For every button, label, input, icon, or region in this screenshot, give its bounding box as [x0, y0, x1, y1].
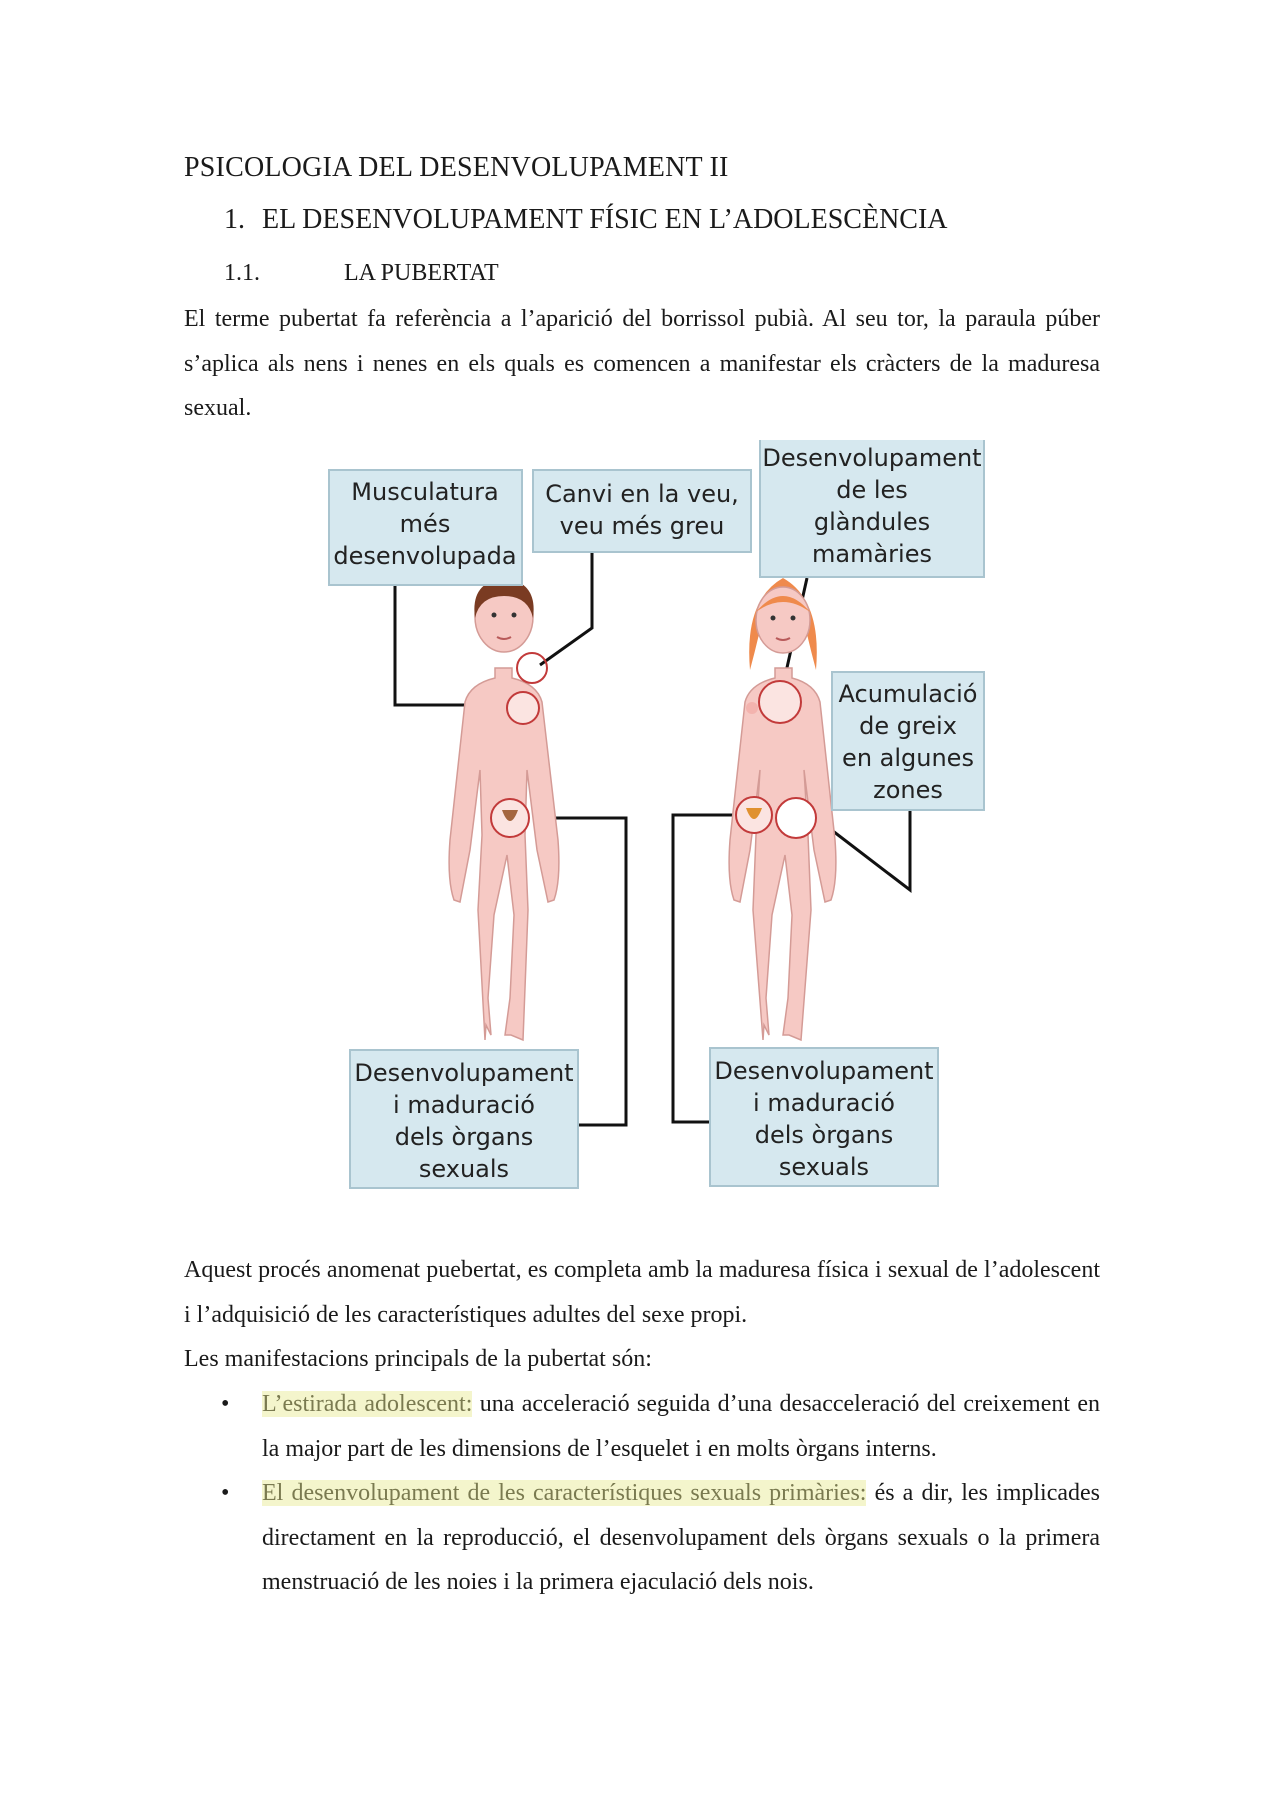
puberty-diagram: [320, 440, 1000, 1190]
label-glandules-line: de les: [836, 476, 908, 504]
label-organs-girl-line: Desenvolupament: [714, 1057, 934, 1085]
label-veu: [533, 470, 751, 552]
boy-figure: [449, 578, 559, 1040]
boy-throat-highlight: [517, 653, 547, 683]
girl-figure: [729, 578, 836, 1040]
label-organs-girl-line: i maduració: [753, 1089, 895, 1117]
bullet-icon: •: [221, 1480, 230, 1506]
connector-veu: [540, 552, 592, 665]
label-glandules: [760, 440, 984, 577]
girl-chest-highlight: [759, 681, 801, 723]
label-organs-boy-line: Desenvolupament: [354, 1059, 574, 1087]
label-organs-girl-line: sexuals: [778, 1153, 870, 1181]
label-organs-boy: [350, 1050, 578, 1188]
list-item-text: una acceleració seguida d’una desacceleració del creixement en la major part de les dimensions de l’esquelet i en molts òrgans interns.: [262, 1391, 1101, 1462]
document-title: PSICOLOGIA DEL DESENVOLUPAMENT II: [184, 152, 729, 183]
label-veu-line: Canvi en la veu,: [545, 480, 739, 508]
label-veu-line: veu més greu: [559, 512, 725, 540]
label-organs-boy-line: i maduració: [393, 1091, 535, 1119]
label-greix-line: de greix: [859, 712, 957, 740]
label-musculatura-line: desenvolupada: [333, 542, 517, 570]
subsection-heading-text: LA PUBERTAT: [344, 260, 499, 286]
label-greix: [832, 672, 984, 810]
subsection-number: 1.1.: [224, 260, 260, 286]
manifestations-list: [184, 1382, 1100, 1605]
label-glandules-line: mamàries: [812, 540, 932, 568]
highlighted-colon: :: [859, 1480, 867, 1506]
label-musculatura-line: Musculatura: [351, 478, 499, 506]
girl-hip-highlight: [776, 798, 816, 838]
process-paragraph: Aquest procés anomenat puebertat, es completa amb la maduresa física i sexual de l’adolescent i l’adquisició de les característiques adultes del sexe propi.: [184, 1257, 1100, 1328]
connector-greix: [825, 805, 910, 890]
label-musculatura: [329, 470, 522, 585]
section-heading: [224, 204, 948, 236]
label-organs-boy-line: dels òrgans: [394, 1123, 534, 1151]
intro-paragraph: El terme pubertat fa referència a l’aparició del borrissol pubià. Al seu tor, la paraula púber s’aplica als nens i nenes en els quals es comencen a manifestar els cràcters de la maduresa sexual.: [184, 306, 1100, 421]
label-greix-line: en algunes: [842, 744, 974, 772]
label-glandules-line: Desenvolupament: [762, 444, 982, 472]
highlighted-term: L’estirada adolescent: [262, 1391, 466, 1417]
subsection-heading: [224, 260, 499, 287]
label-greix-line: Acumulació: [838, 680, 978, 708]
manifestations-intro: Les manifestacions principals de la pubertat són:: [184, 1346, 652, 1372]
label-organs-girl: [710, 1048, 938, 1186]
section-heading-text: EL DESENVOLUPAMENT FÍSIC EN L’ADOLESCÈNCIA: [262, 204, 948, 235]
section-number: 1.: [224, 204, 245, 235]
boy-body: [449, 668, 559, 1040]
list-item-text: és a dir, les implicades directament en la reproducció, el desenvolupament dels òrgans sexuals o la primera menstruació de les noies i la primera ejaculació dels nois.: [262, 1480, 1100, 1595]
label-organs-boy-line: sexuals: [418, 1155, 510, 1183]
list-item: [184, 1471, 1100, 1605]
label-glandules-line: glàndules: [813, 508, 931, 536]
boy-chest-highlight: [507, 692, 539, 724]
label-musculatura-line: més: [399, 510, 451, 538]
bullet-icon: •: [221, 1391, 230, 1417]
label-organs-girl-line: dels òrgans: [754, 1121, 894, 1149]
highlighted-term: El desenvolupament de les característiques sexuals primàries: [262, 1480, 860, 1506]
puberty-figure: [320, 440, 1000, 1190]
list-item: [184, 1382, 1100, 1471]
highlighted-colon: :: [465, 1391, 473, 1417]
label-greix-line: zones: [873, 776, 943, 804]
